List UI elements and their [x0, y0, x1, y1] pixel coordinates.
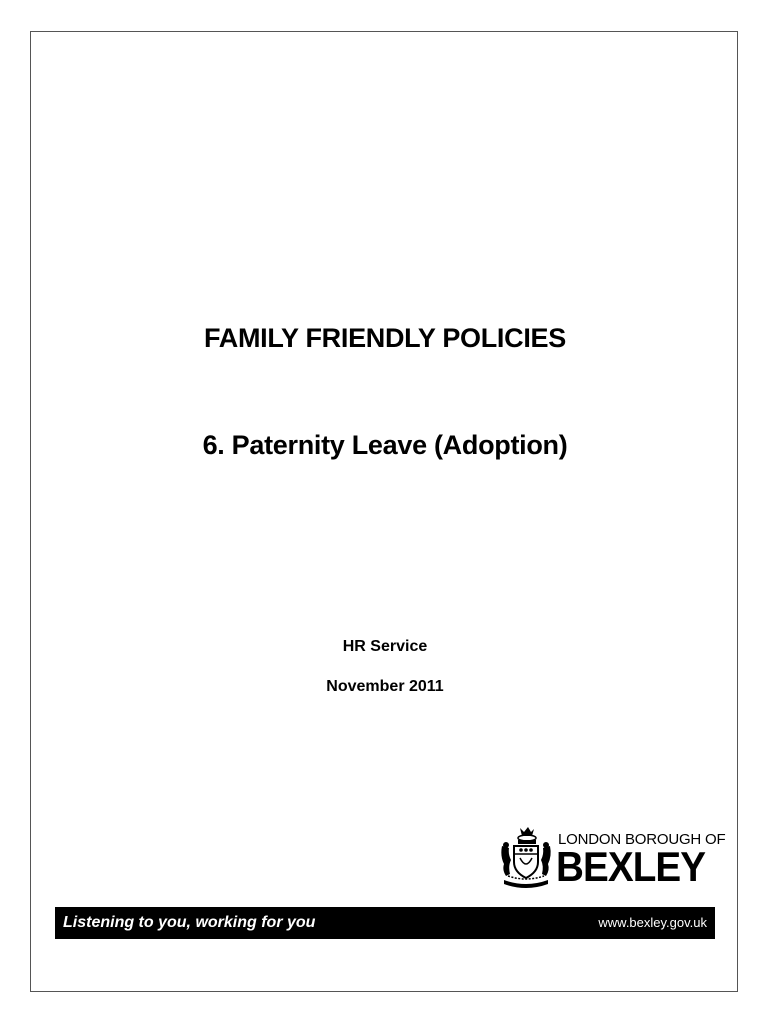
logo-line-2: BEXLEY: [556, 843, 706, 890]
document-subtitle: 6. Paternity Leave (Adoption): [202, 430, 568, 460]
coat-of-arms-icon: [498, 826, 554, 890]
department-name: HR Service: [342, 638, 428, 655]
footer-website-link[interactable]: www.bexley.gov.uk: [598, 915, 707, 930]
footer-tagline: Listening to you, working for you: [63, 914, 316, 931]
document-date: November 2011: [326, 678, 444, 695]
document-title: FAMILY FRIENDLY POLICIES: [204, 323, 566, 353]
bexley-logo: [498, 826, 726, 890]
logo-line-1: LONDON BOROUGH OF: [558, 831, 726, 848]
footer-bar: [55, 907, 715, 939]
